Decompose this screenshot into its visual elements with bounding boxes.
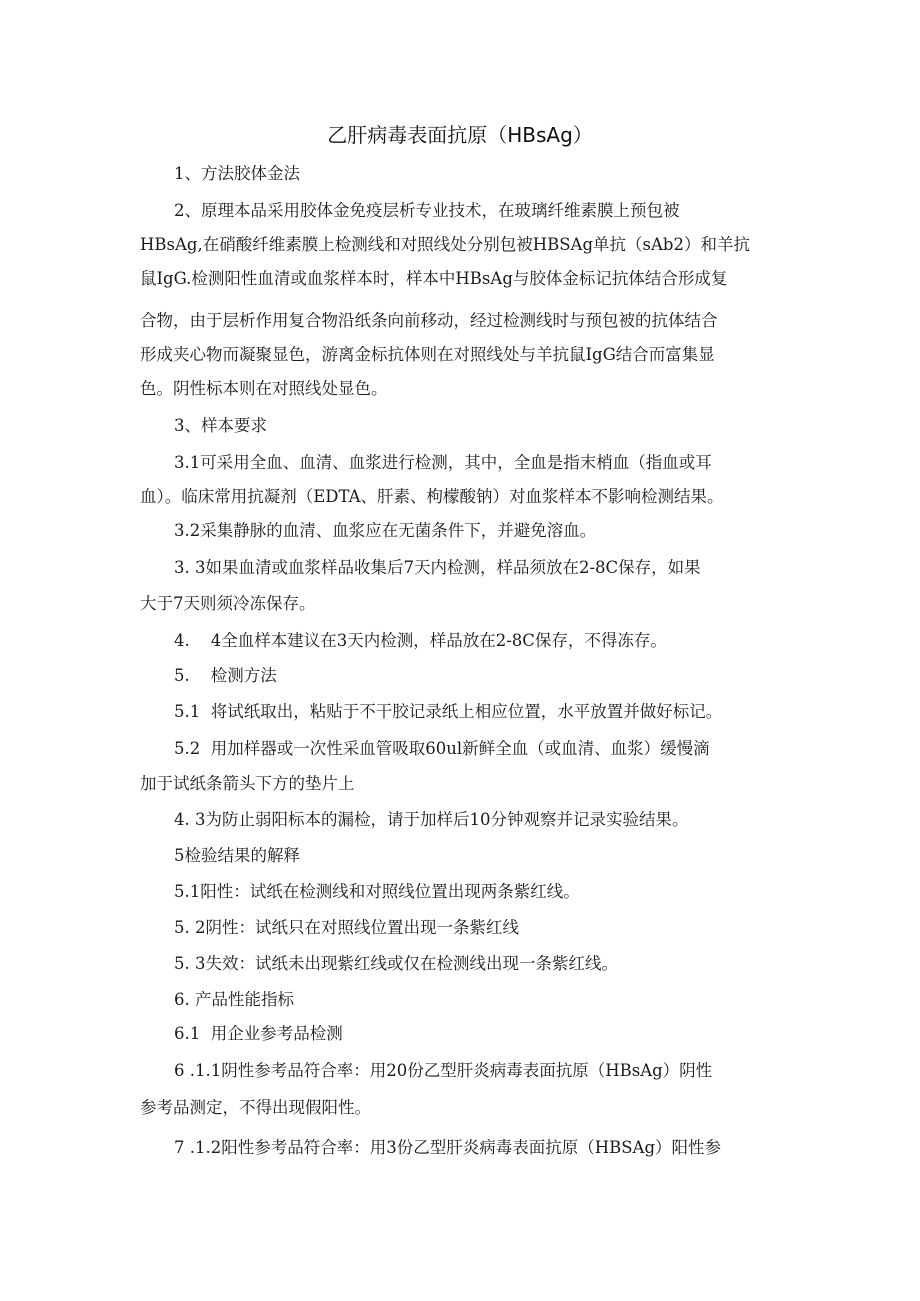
document-title: 乙肝病毒表面抗原（HBsAg） <box>327 123 593 147</box>
section-test-method: 5. 检测方法 <box>174 666 277 685</box>
section-method: 1、方法胶体金法 <box>174 164 300 183</box>
paragraph-line: 5. 3失效：试纸未出现紫红线或仅在检测线出现一条紫红线。 <box>174 954 618 973</box>
section-result-interpretation: 5检验结果的解释 <box>174 846 300 865</box>
paragraph-line: 参考品测定，不得出现假阳性。 <box>140 1098 371 1117</box>
paragraph-line: 鼠IgG.检测阳性血清或血浆样本时，样本中HBsAg与胶体金标记抗体结合形成复 <box>140 269 728 288</box>
paragraph-line: 3.2采集静脉的血清、血浆应在无菌条件下，并避免溶血。 <box>174 521 597 540</box>
paragraph-line: 5.2 用加样器或一次性采血管吸取60ul新鲜全血（或血清、血浆）缓慢滴 <box>174 739 710 758</box>
paragraph-line: 大于7天则须冷冻保存。 <box>140 594 316 613</box>
paragraph-line: HBsAg,在硝酸纤维素膜上检测线和对照线处分别包被HBSAg单抗（sAb2）和羊抗 <box>140 235 750 254</box>
paragraph-line: 7 .1.2阳性参考品符合率：用3份乙型肝炎病毒表面抗原（HBSAg）阳性参 <box>174 1138 722 1157</box>
paragraph-line: 加于试纸条箭头下方的垫片上 <box>140 774 355 793</box>
paragraph-line: 3.1可采用全血、血清、血浆进行检测，其中，全血是指末梢血（指血或耳 <box>174 453 712 472</box>
paragraph-line: 6 .1.1阴性参考品符合率：用20份乙型肝炎病毒表面抗原（HBsAg）阴性 <box>174 1061 713 1080</box>
paragraph-line: 5. 2阴性：试纸只在对照线位置出现一条紫红线 <box>174 918 519 937</box>
paragraph-line: 合物，由于层析作用复合物沿纸条向前移动，经过检测线时与预包被的抗体结合 <box>140 311 718 330</box>
paragraph-line: 血）。临床常用抗凝剂（EDTA、肝素、枸檬酸钠）对血浆样本不影响检测结果。 <box>140 487 724 506</box>
paragraph-line: 形成夹心物而凝聚显色，游离金标抗体则在对照线处与羊抗鼠IgG结合而富集显 <box>140 345 715 364</box>
section-sample-requirements: 3、样本要求 <box>174 416 267 435</box>
paragraph-line: 3. 3如果血清或血浆样品收集后7天内检测，样品须放在2-8C保存，如果 <box>174 558 701 577</box>
paragraph-line: 6.1 用企业参考品检测 <box>174 1024 343 1043</box>
section-principle: 2、原理本品采用胶体金免疫层析专业技术，在玻璃纤维素膜上预包被 <box>174 201 680 220</box>
paragraph-line: 5.1阳性：试纸在检测线和对照线位置出现两条紫红线。 <box>174 882 580 901</box>
paragraph-line: 5.1 将试纸取出，粘贴于不干胶记录纸上相应位置，水平放置并做好标记。 <box>174 702 723 721</box>
paragraph-line: 4. 4全血样本建议在3天内检测，样品放在2-8C保存，不得冻存。 <box>174 631 667 650</box>
section-performance: 6. 产品性能指标 <box>174 990 294 1009</box>
paragraph-line: 4. 3为防止弱阳标本的漏检，请于加样后10分钟观察并记录实验结果。 <box>174 810 689 829</box>
paragraph-line: 色。阴性标本则在对照线处显色。 <box>140 379 388 398</box>
